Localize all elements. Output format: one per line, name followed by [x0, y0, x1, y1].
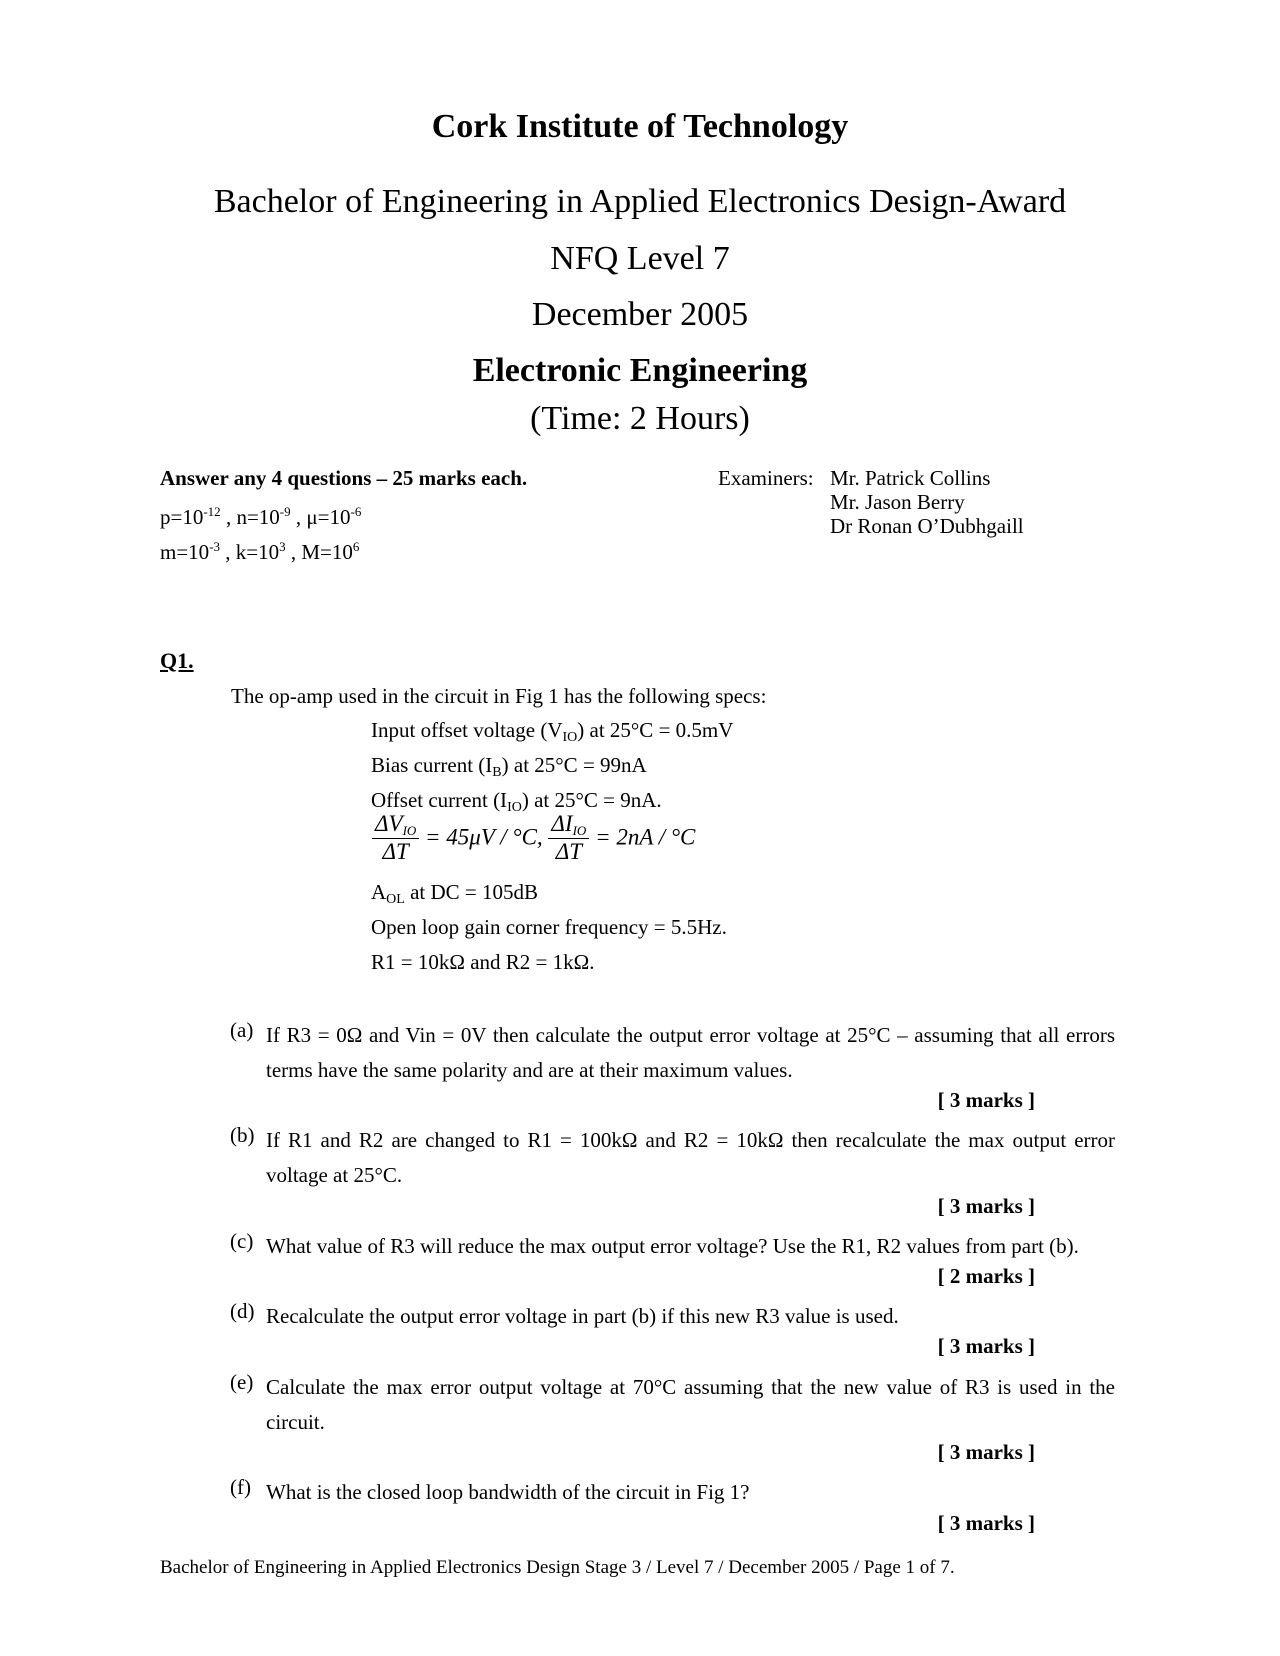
prefixes-line-2 — [160, 540, 359, 565]
nfq-level: NFQ Level 7 — [550, 240, 730, 277]
exam-date: December 2005 — [531, 296, 749, 333]
prefix-p: $p=10^{-12}$ — [160, 504, 221, 529]
subject-title: Electronic Engineering — [472, 352, 808, 389]
part-label: (c) — [230, 1229, 254, 1253]
prefix-mu: , $\mu=10^{-6}$ — [290, 504, 362, 529]
part-label: (d) — [230, 1299, 255, 1323]
part-text: If R3 = 0Ω and Vin = 0V then calculate the output error voltage at 25°C – assuming that all errors terms have the same polarity and are at their maximum values. — [266, 1023, 1115, 1082]
question-part-b — [230, 1123, 1115, 1193]
examiner-name: Dr Ronan O’Dubhgaill — [830, 514, 1024, 538]
part-text: Calculate the max error output voltage at 70°C assuming that the new value of R3 is used in the circuit. — [266, 1375, 1115, 1434]
prefix-M: , $M=10^6$ — [285, 539, 360, 564]
part-label: (a) — [230, 1018, 254, 1042]
examiners-list — [830, 466, 1190, 538]
part-text: What value of R3 will reduce the max output error voltage? Use the R1, R2 values from part (b). — [266, 1234, 1079, 1258]
question-intro: The op-amp used in the circuit in Fig 1 has the following specs: — [231, 684, 767, 708]
marks-part-a: [ 3 marks ] — [937, 1088, 1035, 1112]
part-text: If R1 and R2 are changed to R1 = 100kΩ and R2 = 10kΩ then recalculate the max output error voltage at 25°C. — [266, 1128, 1115, 1187]
part-text: What is the closed loop bandwidth of the circuit in Fig 1? — [266, 1480, 750, 1504]
spec-aol: $A_{OL}$ at DC = 105dB — [371, 880, 539, 907]
part-text: Recalculate the output error voltage in part (b) if this new R3 value is used. — [266, 1304, 899, 1328]
prefix-m: $m=10^{-3}$ — [160, 539, 221, 564]
examiner-name: Mr. Patrick Collins — [830, 466, 991, 490]
current-drift-fraction: $\frac{\Delta I_{IO}}{\Delta T}$ — [548, 810, 589, 865]
question-part-f — [230, 1475, 1115, 1510]
institution-title: Cork Institute of Technology — [431, 108, 849, 145]
prefixes-line-1 — [160, 505, 361, 530]
voltage-drift-value: = 45μV / °C, — [425, 824, 543, 850]
part-label: (b) — [230, 1123, 255, 1147]
programme-title: Bachelor of Engineering in Applied Electronics Design-Award — [213, 183, 1067, 220]
spec-bias-current: Bias current $(I_B)$ at 25°C = 99nA — [371, 753, 647, 780]
marks-part-d: [ 3 marks ] — [937, 1334, 1035, 1358]
part-label: (f) — [230, 1475, 251, 1499]
marks-part-b: [ 3 marks ] — [937, 1194, 1035, 1218]
prefix-n: , $n=10^{-9}$ — [220, 504, 291, 529]
examiner-name: Mr. Jason Berry — [830, 490, 965, 514]
question-part-a — [230, 1018, 1115, 1088]
question-number: Q1. — [160, 648, 194, 673]
question-part-d — [230, 1299, 1115, 1334]
marks-part-c: [ 2 marks ] — [937, 1264, 1035, 1288]
page-footer: Bachelor of Engineering in Applied Electronics Design Stage 3 / Level 7 / December 2005 / Page 1 of 7. — [160, 1557, 955, 1578]
marks-part-f: [ 3 marks ] — [937, 1511, 1035, 1535]
question-part-e — [230, 1370, 1115, 1440]
spec-offset-current: Offset current $(I_{IO})$ at 25°C = 9nA. — [371, 788, 662, 815]
marks-part-e: [ 3 marks ] — [937, 1440, 1035, 1464]
exam-duration: (Time: 2 Hours) — [530, 400, 750, 437]
current-drift-value: = 2nA / °C — [595, 824, 696, 850]
drift-formula — [372, 810, 695, 865]
examiners-label: Examiners: — [718, 466, 814, 490]
answer-instructions: Answer any 4 questions – 25 marks each. — [160, 466, 528, 490]
prefix-k: , $k=10^3$ — [220, 539, 286, 564]
part-label: (e) — [230, 1370, 254, 1394]
voltage-drift-fraction: $\frac{\Delta V_{IO}}{\Delta T}$ — [372, 810, 419, 865]
spec-corner-frequency: Open loop gain corner frequency = 5.5Hz. — [371, 915, 727, 939]
spec-resistors: R1 = 10kΩ and R2 = 1kΩ. — [371, 950, 595, 974]
question-part-c — [230, 1229, 1115, 1264]
spec-offset-voltage: Input offset voltage $(V_{IO})$ at 25°C = 0.5mV — [371, 718, 734, 745]
